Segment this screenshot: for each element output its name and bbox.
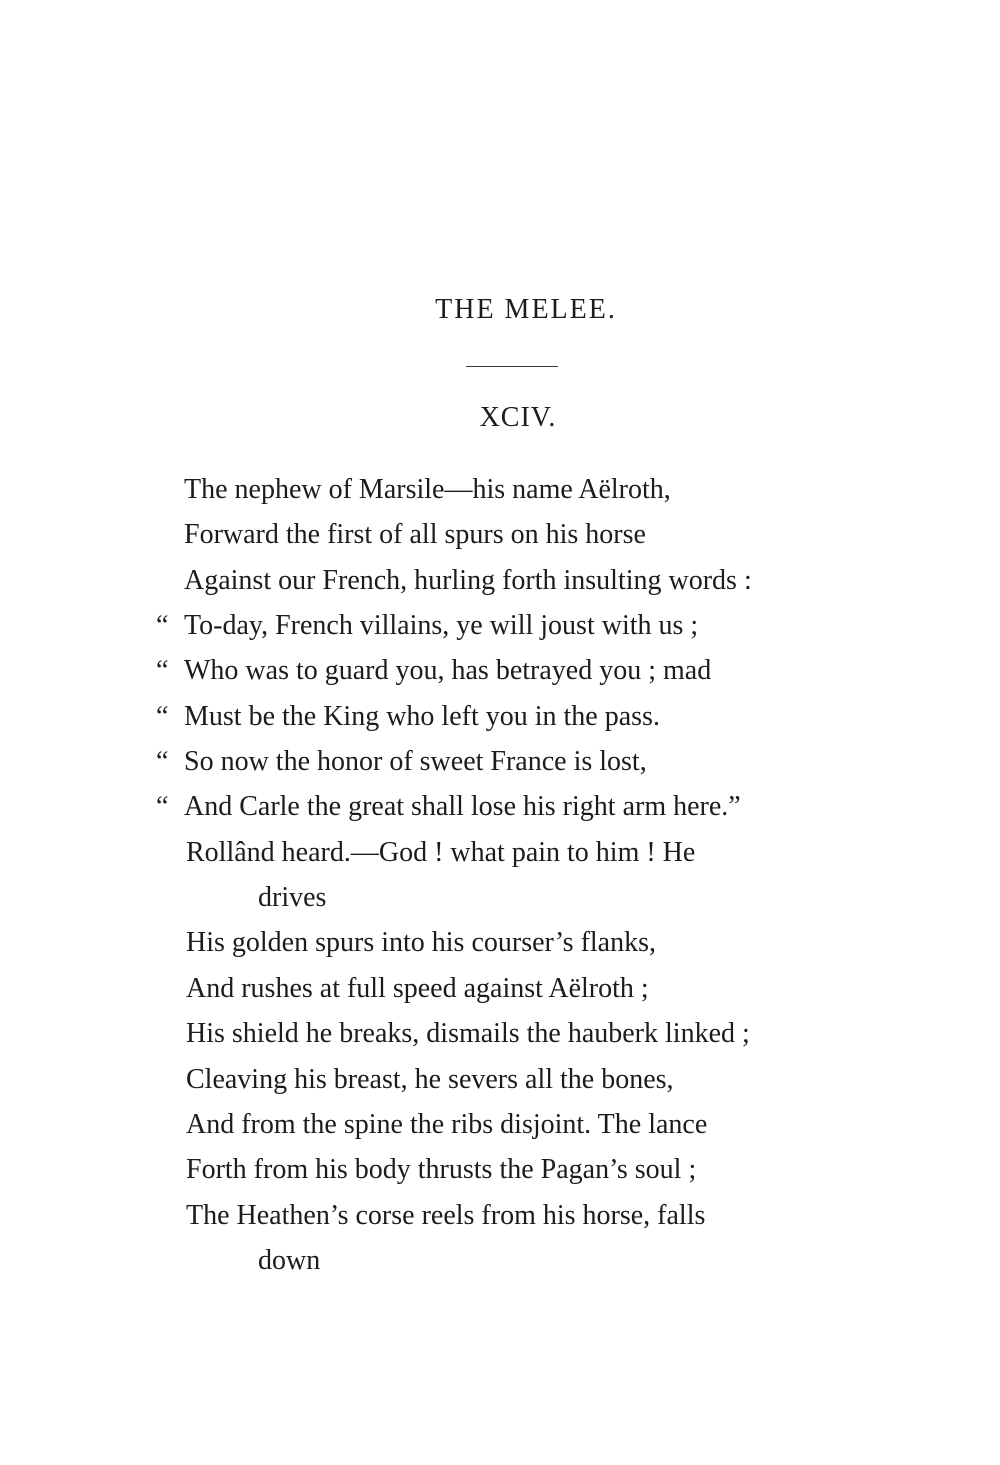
verse-line — [156, 655, 712, 686]
verse-line-text: The Heathen’s corse reels from his horse, falls — [186, 1200, 706, 1231]
heading-divider — [466, 366, 558, 367]
verse-line — [186, 929, 656, 957]
verse-line — [156, 701, 660, 732]
verse-line-text: His shield he breaks, dismails the hauberk linked ; — [186, 1018, 750, 1049]
verse-line-text: Rollând heard.—God ! what pain to him ! He — [186, 837, 696, 868]
verse-line-text: And Carle the great shall lose his right arm here.” — [184, 791, 741, 822]
verse-line — [186, 1202, 705, 1230]
chapter-heading: THE MELEE. — [435, 294, 617, 325]
verse-line — [156, 610, 699, 641]
opening-quote: “ — [156, 610, 169, 641]
verse-line-continuation — [258, 1247, 320, 1275]
verse-line-text: down — [258, 1245, 321, 1276]
verse-line-text: drives — [258, 882, 327, 913]
verse-line — [186, 1066, 674, 1094]
verse-line — [156, 746, 647, 777]
verse-line-text: Against our French, hurling forth insulting words : — [184, 565, 752, 596]
verse-line-text: Forward the first of all spurs on his horse — [184, 519, 646, 550]
verse-line — [186, 1020, 750, 1048]
verse-line — [184, 476, 671, 504]
verse-line-text: Forth from his body thrusts the Pagan’s soul ; — [186, 1154, 697, 1185]
verse-line — [186, 839, 695, 867]
verse-line-text: His golden spurs into his courser’s flanks, — [186, 927, 656, 958]
verse-line-continuation — [258, 884, 326, 912]
verse-line — [186, 975, 649, 1003]
verse-line-text: Who was to guard you, has betrayed you ; mad — [184, 655, 712, 686]
verse-line-text: The nephew of Marsile—his name Aëlroth, — [184, 474, 671, 505]
verse-line-text: And rushes at full speed against Aëlroth ; — [186, 973, 649, 1004]
verse-line — [186, 1111, 707, 1139]
verse-line-text: And from the spine the ribs disjoint. The lance — [186, 1109, 708, 1140]
opening-quote: “ — [156, 791, 169, 822]
section-number: XCIV. — [479, 402, 557, 433]
opening-quote: “ — [156, 655, 169, 686]
verse-line — [186, 1156, 696, 1184]
verse-line — [184, 521, 646, 549]
opening-quote: “ — [156, 701, 169, 732]
verse-line — [156, 791, 741, 822]
verse-line-text: So now the honor of sweet France is lost, — [184, 746, 647, 777]
verse-line-text: To-day, French villains, ye will joust with us ; — [184, 610, 699, 641]
verse-line-text: Cleaving his breast, he severs all the bones, — [186, 1064, 674, 1095]
verse-line-text: Must be the King who left you in the pass. — [184, 701, 660, 732]
opening-quote: “ — [156, 746, 169, 777]
verse-line — [184, 567, 752, 595]
